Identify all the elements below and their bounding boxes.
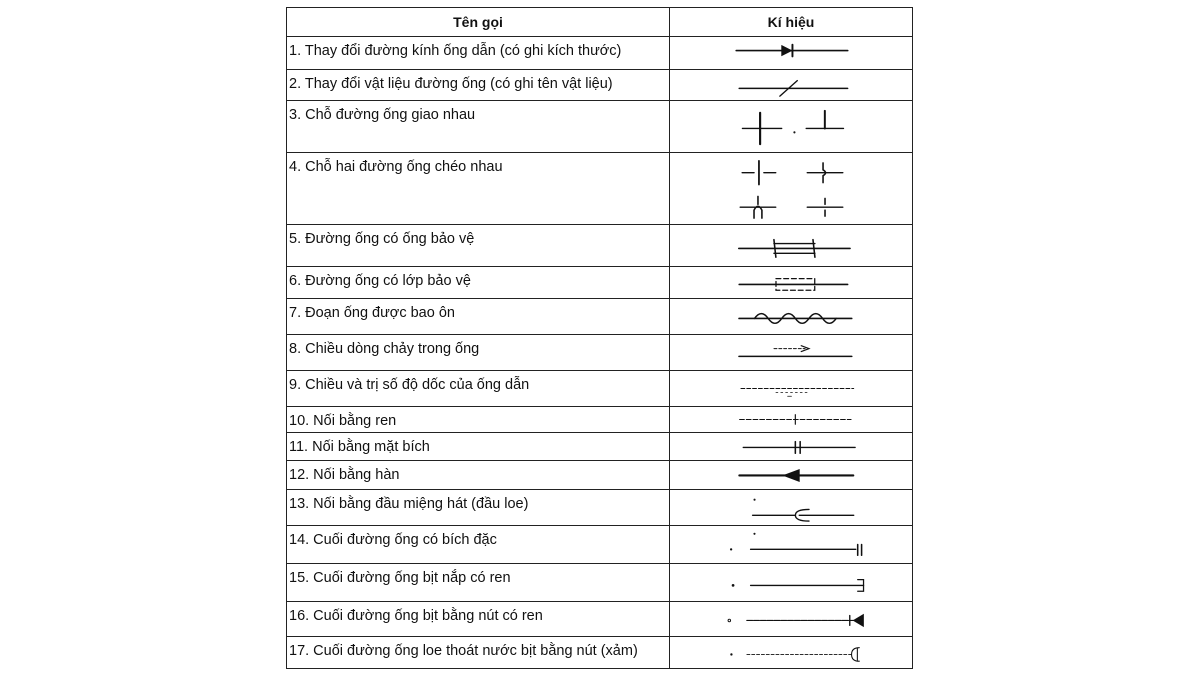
caulked-plug-end-symbol [670,637,912,668]
row-label: 2. Thay đổi vật liệu đường ống (có ghi tên vật liệu) [287,70,670,101]
table-row [287,637,913,669]
row-label: 13. Nối bằng đầu miệng hát (đầu loe) [287,490,670,526]
table-row [287,225,913,267]
table-row [287,267,913,299]
table-row [287,433,913,461]
table-row [287,153,913,225]
welded-joint-symbol [670,461,912,489]
pipe-crossing-symbol [670,153,912,224]
header-row [287,8,913,37]
table-row [287,526,913,564]
row-label: 10. Nối bằng ren [287,407,670,433]
material-change-symbol [670,70,912,100]
table-row [287,299,913,335]
row-label: 1. Thay đổi đường kính ống dẫn (có ghi kích thước) [287,37,670,70]
table-row [287,461,913,490]
protective-sleeve-symbol [670,225,912,266]
row-label: 4. Chỗ hai đường ống chéo nhau [287,153,670,225]
table-row [287,335,913,371]
row-label: 3. Chỗ đường ống giao nhau [287,101,670,153]
threaded-cap-end-symbol [670,564,912,601]
row-label: 7. Đoạn ống được bao ôn [287,299,670,335]
insulated-section-symbol [670,299,912,334]
bell-joint-symbol [670,490,912,525]
flange-joint-symbol [670,433,912,460]
table-row [287,564,913,602]
table-row [287,37,913,70]
table-row [287,371,913,407]
header-symbol: Kí hiệu [670,8,913,37]
row-label: 11. Nối bằng mặt bích [287,433,670,461]
row-label: 5. Đường ống có ống bảo vệ [287,225,670,267]
threaded-joint-symbol [670,407,912,432]
row-label: 15. Cuối đường ống bịt nắp có ren [287,564,670,602]
row-label: 6. Đường ống có lớp bảo vệ [287,267,670,299]
table-row [287,70,913,101]
row-label: 8. Chiều dòng chảy trong ống [287,335,670,371]
diameter-change-symbol [670,37,912,69]
protective-layer-symbol [670,267,912,298]
row-label: 14. Cuối đường ống có bích đặc [287,526,670,564]
blind-flange-end-symbol [670,526,912,563]
slope-symbol [670,371,912,406]
pipe-symbols-table [286,7,913,669]
table-row [287,101,913,153]
table-row [287,602,913,637]
threaded-plug-end-symbol [670,602,912,636]
pipe-junction-symbol [670,101,912,152]
table-row [287,407,913,433]
table-row [287,490,913,526]
row-label: 17. Cuối đường ống loe thoát nước bịt bằng nút (xảm) [287,637,670,669]
header-name: Tên gọi [287,8,670,37]
row-label: 12. Nối bằng hàn [287,461,670,490]
row-label: 9. Chiều và trị số độ dốc của ống dẫn [287,371,670,407]
flow-direction-symbol [670,335,912,370]
row-label: 16. Cuối đường ống bịt bằng nút có ren [287,602,670,637]
